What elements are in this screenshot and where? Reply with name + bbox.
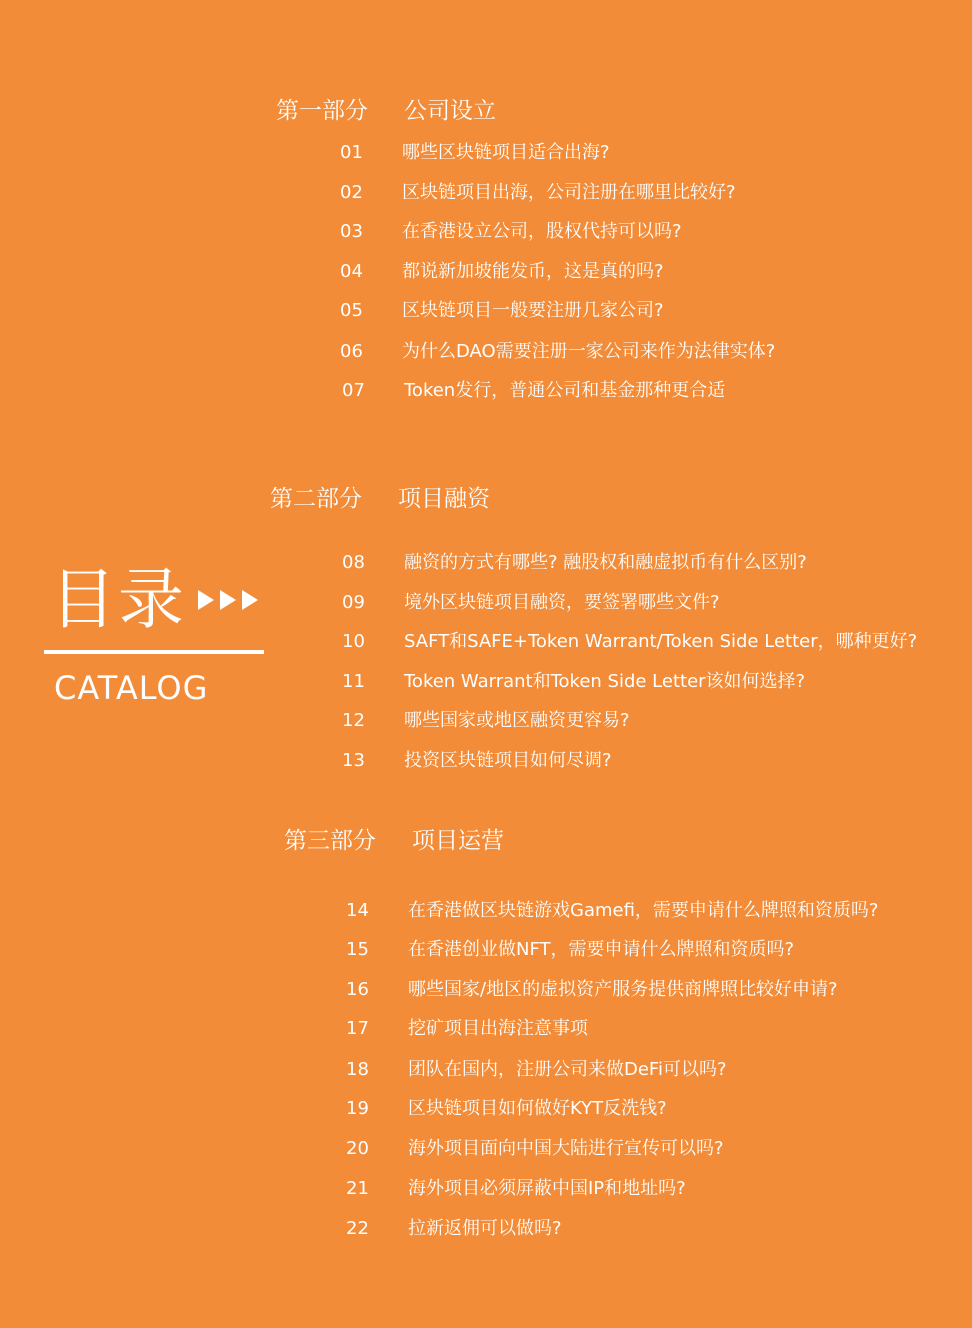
toc-item[interactable] <box>342 550 807 576</box>
toc-item-number: 22 <box>346 1218 369 1239</box>
toc-item-number: 11 <box>342 671 365 692</box>
toc-item-number: 20 <box>346 1138 369 1159</box>
catalog-subtitle: CATALOG <box>54 669 209 707</box>
toc-item-title: Token Warrant和Token Side Letter该如何选择? <box>404 671 806 692</box>
catalog-block <box>44 560 264 708</box>
toc-item[interactable] <box>346 1057 727 1083</box>
toc-item-title: 区块链项目一般要注册几家公司? <box>402 300 664 321</box>
toc-item[interactable] <box>342 708 630 734</box>
toc-item-title: 团队在国内，注册公司来做DeFi可以吗? <box>408 1059 727 1080</box>
section-title: 公司设立 <box>404 98 496 124</box>
toc-item-number: 18 <box>346 1059 369 1080</box>
toc-item-number: 02 <box>340 182 363 203</box>
toc-item-number: 08 <box>342 552 365 573</box>
toc-item-number: 09 <box>342 592 365 613</box>
section-title: 项目运营 <box>412 828 504 854</box>
toc-item[interactable] <box>342 748 612 774</box>
catalog-title: 目录 <box>50 561 186 638</box>
toc-item[interactable] <box>342 629 917 655</box>
toc-item[interactable] <box>346 898 878 924</box>
toc-item-title: 在香港设立公司，股权代持可以吗? <box>402 221 682 242</box>
arrow-right-icon <box>242 590 258 610</box>
triple-arrow-icon <box>198 590 258 610</box>
toc-item-title: 区块链项目出海，公司注册在哪里比较好? <box>402 182 736 203</box>
toc-item-title: 融资的方式有哪些? 融股权和融虚拟币有什么区别? <box>404 552 807 573</box>
toc-item-number: 01 <box>340 142 363 163</box>
toc-item[interactable] <box>346 1016 588 1042</box>
toc-item-number: 15 <box>346 939 369 960</box>
arrow-right-icon <box>198 590 214 610</box>
toc-item-title: SAFT和SAFE+Token Warrant/Token Side Letter，哪种更好? <box>404 631 918 652</box>
toc-item-title: 在香港做区块链游戏Gamefi，需要申请什么牌照和资质吗? <box>408 900 879 921</box>
toc-item[interactable] <box>342 378 725 404</box>
toc-item[interactable] <box>340 298 664 324</box>
toc-item[interactable] <box>346 977 838 1003</box>
toc-item[interactable] <box>340 339 775 365</box>
toc-item-number: 12 <box>342 710 365 731</box>
toc-item-title: 区块链项目如何做好KYT反洗钱? <box>408 1098 667 1119</box>
toc-item-title: 海外项目必须屏蔽中国IP和地址吗? <box>408 1178 686 1199</box>
section-part-label: 第二部分 <box>270 486 362 512</box>
toc-item-title: 境外区块链项目融资，要签署哪些文件? <box>404 592 720 613</box>
toc-item[interactable] <box>346 1216 562 1242</box>
toc-item-title: 投资区块链项目如何尽调? <box>404 750 612 771</box>
toc-item-title: 哪些国家/地区的虚拟资产服务提供商牌照比较好申请? <box>408 979 838 1000</box>
toc-item[interactable] <box>340 180 736 206</box>
section-heading <box>276 96 496 126</box>
toc-item-title: 挖矿项目出海注意事项 <box>408 1018 588 1039</box>
toc-item[interactable] <box>340 219 682 245</box>
toc-item-title: 在香港创业做NFT，需要申请什么牌照和资质吗? <box>408 939 795 960</box>
section-part-label: 第一部分 <box>276 98 368 124</box>
toc-item-number: 06 <box>340 341 363 362</box>
toc-item-number: 21 <box>346 1178 369 1199</box>
toc-item-number: 03 <box>340 221 363 242</box>
toc-item-number: 10 <box>342 631 365 652</box>
section-title: 项目融资 <box>398 486 490 512</box>
section-heading <box>270 484 490 514</box>
toc-item-number: 05 <box>340 300 363 321</box>
toc-item-title: 海外项目面向中国大陆进行宣传可以吗? <box>408 1138 724 1159</box>
toc-item-number: 04 <box>340 261 363 282</box>
arrow-right-icon <box>220 590 236 610</box>
toc-item-title: 都说新加坡能发币，这是真的吗? <box>402 261 664 282</box>
toc-item[interactable] <box>342 590 720 616</box>
toc-item[interactable] <box>346 937 794 963</box>
toc-item-number: 17 <box>346 1018 369 1039</box>
toc-item-number: 19 <box>346 1098 369 1119</box>
toc-item[interactable] <box>340 259 664 285</box>
catalog-divider <box>44 650 264 654</box>
toc-item[interactable] <box>342 669 805 695</box>
toc-item-title: Token发行，普通公司和基金那种更合适 <box>404 380 726 401</box>
toc-item-title: 为什么DAO需要注册一家公司来作为法律实体? <box>402 341 776 362</box>
toc-item-number: 14 <box>346 900 369 921</box>
toc-item-title: 哪些区块链项目适合出海? <box>402 142 610 163</box>
toc-item-number: 16 <box>346 979 369 1000</box>
toc-item-title: 拉新返佣可以做吗? <box>408 1218 562 1239</box>
toc-item[interactable] <box>346 1176 686 1202</box>
toc-item[interactable] <box>346 1136 724 1162</box>
catalog-title-row <box>44 560 264 640</box>
toc-item-number: 07 <box>342 380 365 401</box>
toc-item[interactable] <box>346 1096 667 1122</box>
toc-item-title: 哪些国家或地区融资更容易? <box>404 710 630 731</box>
section-part-label: 第三部分 <box>284 828 376 854</box>
toc-item-number: 13 <box>342 750 365 771</box>
toc-item[interactable] <box>340 140 610 166</box>
section-heading <box>284 826 504 856</box>
